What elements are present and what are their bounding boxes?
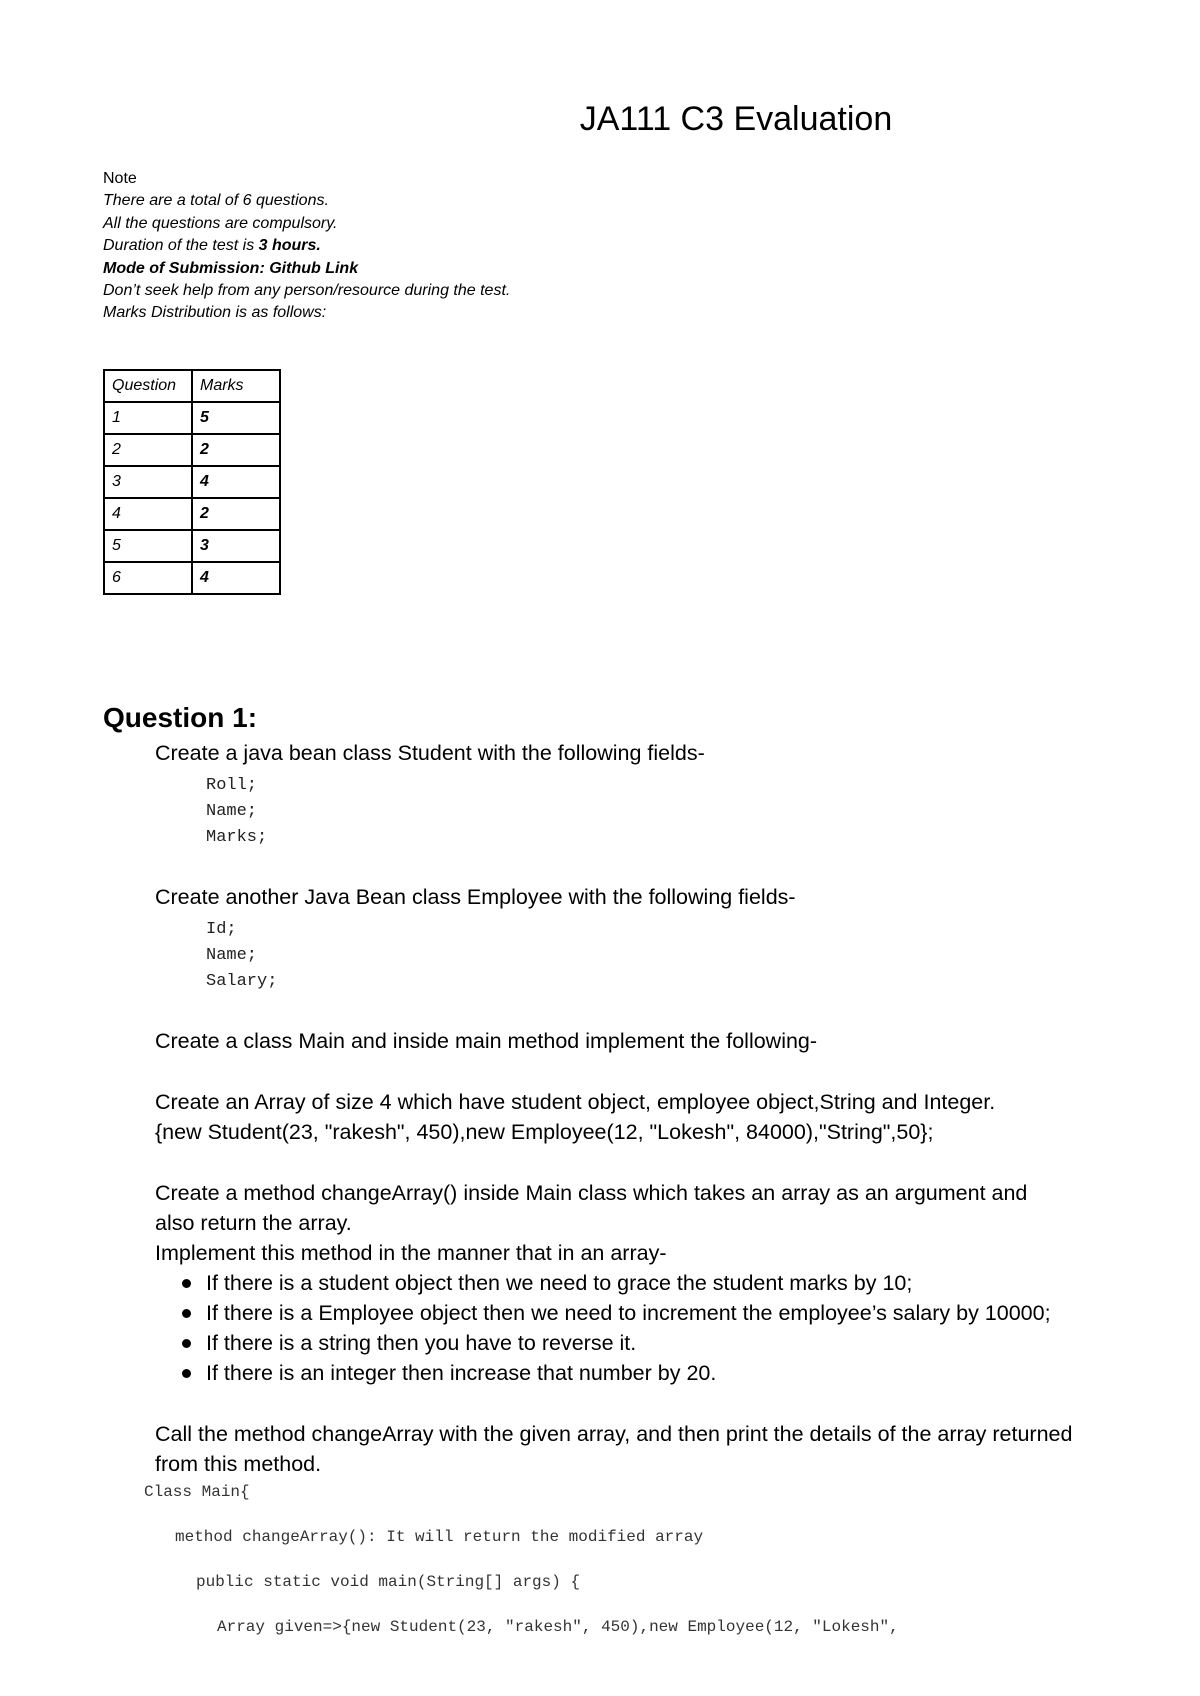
method-intro: Create a method changeArray() inside Main class which takes an array as an argument and bbox=[155, 1181, 1028, 1205]
note-line-text: Duration of the test is bbox=[103, 237, 259, 255]
cell-question: 5 bbox=[104, 530, 192, 562]
note-line bbox=[103, 235, 510, 257]
student-field: Roll; bbox=[206, 776, 258, 795]
bullet-icon bbox=[182, 1309, 191, 1318]
list-item bbox=[155, 1268, 1051, 1298]
array-literal: {new Student(23, "rakesh", 450),new Employee(12, "Lokesh", 84000),"String",50}; bbox=[155, 1120, 934, 1144]
table-row bbox=[104, 466, 280, 498]
note-line: Don’t seek help from any person/resource during the test. bbox=[103, 282, 511, 300]
cell-marks: 2 bbox=[192, 434, 280, 466]
rule-text: If there is a student object then we need to grace the student marks by 10; bbox=[206, 1271, 913, 1295]
call-instruction-cont: from this method. bbox=[155, 1452, 322, 1476]
cell-question: 4 bbox=[104, 498, 192, 530]
main-intro: Create a class Main and inside main method implement the following- bbox=[155, 1029, 818, 1053]
code-line: Array given=>{new Student(23, "rakesh", 450),new Employee(12, "Lokesh", bbox=[217, 1618, 899, 1636]
list-item bbox=[155, 1298, 1051, 1328]
cell-marks: 3 bbox=[192, 530, 280, 562]
cell-marks: 4 bbox=[192, 466, 280, 498]
table-row bbox=[104, 562, 280, 594]
header-marks: Marks bbox=[192, 370, 280, 402]
rule-text: If there is a string then you have to reverse it. bbox=[206, 1331, 637, 1355]
note-line: Marks Distribution is as follows: bbox=[103, 304, 327, 322]
cell-marks: 4 bbox=[192, 562, 280, 594]
header-question: Question bbox=[104, 370, 192, 402]
table-row bbox=[104, 530, 280, 562]
note-line-bold: 3 hours. bbox=[258, 237, 321, 255]
table-row bbox=[104, 498, 280, 530]
table-header-row bbox=[104, 370, 280, 402]
cell-question: 3 bbox=[104, 466, 192, 498]
cell-question: 6 bbox=[104, 562, 192, 594]
student-intro: Create a java bean class Student with the following fields- bbox=[155, 741, 705, 765]
bullet-icon bbox=[182, 1369, 191, 1378]
question-1-heading: Question 1: bbox=[103, 702, 258, 733]
note-line: All the questions are compulsory. bbox=[103, 214, 338, 232]
employee-intro: Create another Java Bean class Employee with the following fields- bbox=[155, 885, 796, 909]
employee-field: Salary; bbox=[206, 972, 278, 991]
code-line: method changeArray(): It will return the modified array bbox=[175, 1528, 704, 1546]
list-item bbox=[155, 1328, 1051, 1358]
call-instruction: Call the method changeArray with the given array, and then print the details of the array returned bbox=[155, 1422, 1073, 1446]
method-intro-cont: also return the array. bbox=[155, 1211, 352, 1235]
cell-question: 1 bbox=[104, 402, 192, 434]
note-line-submission: Mode of Submission: Github Link bbox=[103, 259, 359, 277]
student-field: Name; bbox=[206, 802, 258, 821]
code-line: public static void main(String[] args) { bbox=[196, 1573, 581, 1591]
employee-field: Id; bbox=[206, 920, 237, 939]
array-intro: Create an Array of size 4 which have student object, employee object,String and Integer. bbox=[155, 1090, 996, 1114]
document-title bbox=[0, 100, 1200, 139]
implement-intro: Implement this method in the manner that in an array- bbox=[155, 1241, 667, 1265]
list-item bbox=[155, 1358, 1051, 1388]
table-row bbox=[104, 402, 280, 434]
employee-field: Name; bbox=[206, 946, 258, 965]
note-line: There are a total of 6 questions. bbox=[103, 192, 329, 210]
table-row bbox=[104, 434, 280, 466]
marks-distribution-table bbox=[103, 369, 281, 595]
student-field: Marks; bbox=[206, 828, 268, 847]
bullet-icon bbox=[182, 1339, 191, 1348]
note-section bbox=[103, 168, 510, 325]
cell-marks: 2 bbox=[192, 498, 280, 530]
rule-text: If there is an integer then increase that number by 20. bbox=[206, 1361, 717, 1385]
cell-question: 2 bbox=[104, 434, 192, 466]
rule-text: If there is a Employee object then we need to increment the employee’s salary by 10000; bbox=[206, 1301, 1051, 1325]
document-title-text: JA111 C3 Evaluation bbox=[579, 100, 893, 138]
code-line: Class Main{ bbox=[144, 1483, 250, 1501]
rules-list bbox=[155, 1268, 1051, 1388]
note-heading: Note bbox=[103, 170, 137, 187]
bullet-icon bbox=[182, 1279, 191, 1288]
cell-marks: 5 bbox=[192, 402, 280, 434]
